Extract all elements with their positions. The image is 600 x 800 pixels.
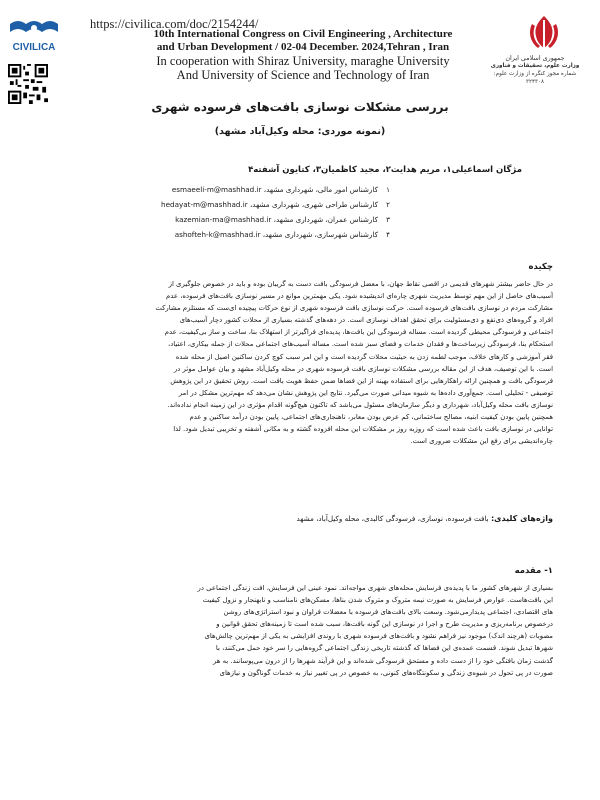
paper-subtitle: (نمونه موردی: محله وکیل‌آباد مشهد) [214, 126, 386, 137]
abstract-line: مشارکت مردم در نوسازی بافت‌های فرسوده است. حرکت نوسازی بافت فرسوده شهری از نوع حرکات پیچیده ای‌ست که مستلزم مشارکت [155, 304, 553, 313]
keywords [296, 514, 553, 523]
abstract-line: فقر آموزشی و کارهای خلاف، موجب لطمه زدن به حیثیت محلات گردیده است و این امر سبب کوچ کردن ساکنین اصیل از محله شده [175, 352, 553, 361]
abstract-line: است. با این توصیف، هدف از این مقاله بررسی مشکلات نوسازی بافت فرسوده شهری در محله وکیل‌آباد مشهد و بیان عوامل موثر در [173, 364, 553, 373]
keywords-label: واژه‌های کلیدی: [490, 514, 553, 523]
intro-heading: ۱- مقدمه [514, 566, 553, 576]
abstract-line: فرسودگی بافت و همچنین ارائه راهکارهایی برای استفاده بهینه از این فضاها ضمن حفظ هویت بافت است. روش تحقیق در این پژوهش [170, 376, 553, 385]
conference-line-2: and Urban Development / 02-04 December. 2024,Tehran , Iran [156, 41, 450, 53]
intro-line: شهرها تبدیل شوند. قسمت عمده‌ی این فضاها که گذشته تاریخی زندگی اجتماعی گروه‌هایی را سر خود حمل می‌کنند، با [215, 644, 553, 653]
affiliation-item [172, 185, 390, 194]
abstract-line: توانایی در نوسازی بافت باعث شده است که روزبه روز بر مشکلات این محله افزوده گشته و به مکانی آشفته و تخریبی تبدیل شود. لذا [173, 425, 553, 434]
abstract-line: افراد و گروه‌های ذی‌نفع و ذی‌مسئولیت برای تحقق اهداف نوسازی است. در دهه‌های گذشته بسیاری از محلات کشور دچار آسیب‌های [179, 316, 553, 325]
conference-line-3: In cooperation with Shiraz University, maraghe University [156, 54, 450, 68]
affiliation-number: ۳ [386, 215, 390, 224]
intro-line: گذشت زمان بافتگی خود را از دست داده و مستحق فرسودگی شده‌اند و این فرآیند شهرها را از درون می‌پوسانند. به هر [212, 656, 553, 665]
abstract-line: آسیب‌های حاصل از این مهم توسط مدیریت شهری چاره‌ای اندیشیده شود. یکی مهمترین موانع در مسیر نوسازی بافت‌های فرسوده، عدم [166, 292, 553, 301]
affiliation-text: کارشناس عمران، شهرداری مشهد، kazemian-ma@mashhad.ir [175, 215, 378, 224]
paper-title: بررسی مشکلات نوسازی بافت‌های فرسوده شهری [151, 100, 449, 114]
keywords-text: بافت فرسوده، نوسازی، فرسودگی کالبدی، محله وکیل‌آباد، مشهد [296, 514, 489, 523]
affiliation-text: کارشناس طراحی شهری، شهرداری مشهد، hedayat-m@mashhad.ir [161, 200, 378, 209]
abstract-heading: چکیده [528, 262, 553, 272]
ministry-line-3: شماره مجوز کنگره از وزارت علوم: ۳۲۴۳۰۸ [493, 71, 577, 85]
conference-line-1: 10th International Congress on Civil Engineering , Architecture [153, 28, 453, 40]
ministry-line-2: وزارت علوم، تحقیقات و فناوری [490, 63, 580, 69]
abstract-body [47, 278, 553, 447]
intro-body [47, 582, 553, 679]
affiliation-text: کارشناس امور مالی، شهرداری مشهد، esmaeeli-m@mashhad.ir [171, 185, 378, 194]
author-list: مژگان اسماعیلی۱، مریم هدایت۲، مجید کاظمیان۳، کتایون آشفته۴ [248, 165, 522, 175]
abstract-line: چاره‌اندیشی برای رفع این مشکلات ضروری است. [410, 437, 553, 446]
abstract-line: همچنین پایین بودن کیفیت ابنیه، مصالح ساختمانی، کم عرض بودن معابر، ناهنجاری‌های اجتماعی، پایین بودن درآمد ساکنین و عدم [189, 413, 553, 422]
civilica-logo-text: CIVILICA [12, 42, 56, 53]
intro-line: های اقتصادی، اجتماعی پدیدارمی‌شود. وسعت بالای بافت‌های فرسوده با معضلات فراوان و نبود استراتژی‌های روشن [223, 608, 553, 617]
civilica-logo [4, 18, 64, 58]
ministry-line-1: جمهوری اسلامی ایران [505, 54, 565, 62]
iran-emblem-icon [524, 14, 564, 52]
intro-line: صورت در پی تحول در شیوه‌ی زندگی و سکونتگاه‌های کنونی، به خصوص در پی تغییر نیاز به خدمات گوناگون و نیازهای [219, 668, 553, 677]
abstract-line: توصیفی - تحلیلی است. جمع‌آوری داده‌ها به شیوه میدانی صورت می‌گیرد. نتایج این پژوهش نشان می‌دهد که مهم‌ترین مشکل در امر [178, 388, 553, 397]
affiliation-item [175, 215, 390, 224]
conference-line-4: And University of Science and Technology of Iran [176, 68, 430, 82]
abstract-line: در حال حاضر بیشتر شهرهای قدیمی در اقصی نقاط جهان، با معضل فرسودگی بافت دست به گریبان بوده و باید در خصوص جلوگیری از [168, 280, 553, 288]
abstract-line: اجتماعی و فرسودگی محیطی گردیده است. مساله فرسودگی این بافت‌ها، پدیده‌ای فراگیرتر از استهلاک بنا، ساخت و ساز بی‌کیفیت، عدم [164, 328, 553, 337]
intro-line: این بافت‌هاست. عوارض فرسایش به صورت نیمه متروک و متروک شدن بناها، مسکن‌های نامناسب و نابهنجار و نزول کیفیت [202, 596, 553, 605]
affiliation-number: ۱ [386, 185, 390, 194]
ministry-caption [490, 54, 580, 86]
conference-header [128, 28, 478, 82]
affiliation-item [161, 200, 390, 209]
affiliation-number: ۴ [386, 230, 390, 239]
affiliation-number: ۲ [386, 200, 390, 209]
abstract-line: نوسازی بافت محله وکیل‌آباد، شهرداری و دیگر سازمان‌های مسئول می‌باشد که تاکنون هیچ‌گونه اقدام مؤثری در این زمینه انجام نداده‌اند. [167, 400, 553, 409]
affiliation-text: کارشناس شهرسازی، شهرداری مشهد، ashofteh-k@mashhad.ir [174, 230, 378, 239]
qr-code[interactable] [8, 64, 48, 104]
source-url[interactable]: https://civilica.com/doc/2154244/ [90, 17, 259, 31]
intro-line: مصوبات (هرچند اندک) موجود نیز فراهم نشود و بافت‌های فرسوده شهری با روندی افزایشی به یکی از مهم‌ترین چالش‌های [204, 632, 553, 641]
intro-line: بسیاری از شهرهای کشور ما با پدیده‌ی فرسایش محله‌های شهری مواجه‌اند. نمود عینی این فرسایش، افت زندگی اجتماعی در [197, 584, 553, 592]
abstract-line: استحکام بنا، فرسودگی زیرساخت‌ها و فقدان خدمات و فضای سبز شده است. مساله آسیب‌های اجتماعی محلات از جمله بیکاری، اعتیاد، [168, 340, 553, 349]
affiliation-item [175, 230, 390, 239]
intro-line: درخصوص برنامه‌ریزی و مدیریت طرح و اجرا در نوسازی این گونه بافت‌ها، سبب شده است تا زمینه‌های تحقق قوانین و [216, 620, 553, 629]
